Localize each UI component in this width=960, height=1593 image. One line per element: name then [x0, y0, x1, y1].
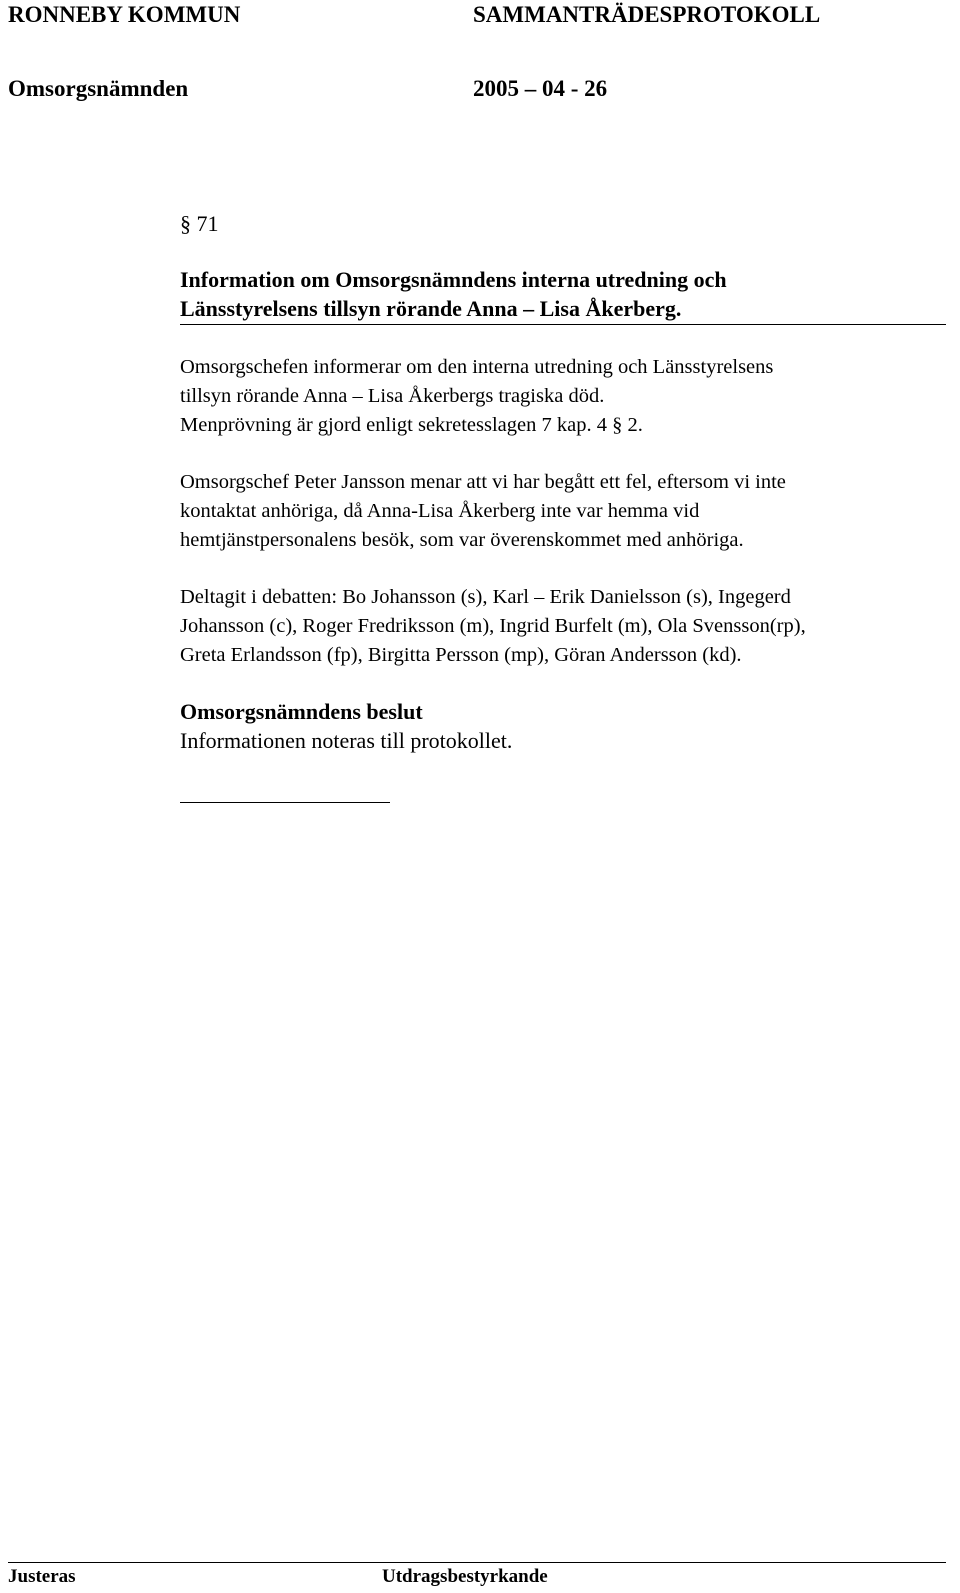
paragraph-information [180, 353, 773, 440]
footer-utdragsbestyrkande: Utdragsbestyrkande [382, 1566, 548, 1587]
paragraph-line: tillsyn rörande Anna – Lisa Åkerbergs tragiska död. [180, 385, 605, 407]
section-number: § 71 [180, 211, 219, 236]
separator-line [180, 802, 390, 803]
paragraph-line: Johansson (c), Roger Fredriksson (m), Ingrid Burfelt (m), Ola Svensson(rp), [180, 615, 806, 637]
decision-heading: Omsorgsnämndens beslut [180, 699, 423, 724]
paragraph-line: Deltagit i debatten: Bo Johansson (s), Karl – Erik Danielsson (s), Ingegerd [180, 586, 791, 608]
committee-name: Omsorgsnämnden [8, 76, 189, 101]
meeting-date: 2005 – 04 - 26 [473, 76, 608, 101]
municipality-name: RONNEBY KOMMUN [8, 2, 241, 27]
paragraph-line: Omsorgschef Peter Jansson menar att vi har begått ett fel, eftersom vi inte [180, 471, 786, 493]
paragraph-statement [180, 468, 786, 555]
paragraph-line: Menprövning är gjord enligt sekretesslagen 7 kap. 4 § 2. [180, 414, 643, 436]
section-title-line: Information om Omsorgsnämndens interna utredning och [180, 267, 727, 292]
decision-text: Informationen noteras till protokollet. [180, 728, 513, 753]
footer-rule [8, 1562, 946, 1563]
section-title [180, 265, 727, 323]
paragraph-debate-participants [180, 583, 806, 670]
document-type: SAMMANTRÄDESPROTOKOLL [473, 2, 821, 27]
title-underline [180, 324, 946, 325]
paragraph-line: Omsorgschefen informerar om den interna utredning och Länsstyrelsens [180, 356, 774, 378]
footer-justeras: Justeras [8, 1566, 76, 1587]
paragraph-line: Greta Erlandsson (fp), Birgitta Persson (mp), Göran Andersson (kd). [180, 644, 742, 666]
paragraph-line: kontaktat anhöriga, då Anna-Lisa Åkerberg inte var hemma vid [180, 500, 700, 522]
section-title-line: Länsstyrelsens tillsyn rörande Anna – Lisa Åkerberg. [180, 296, 682, 321]
paragraph-line: hemtjänstpersonalens besök, som var överenskommet med anhöriga. [180, 529, 744, 551]
